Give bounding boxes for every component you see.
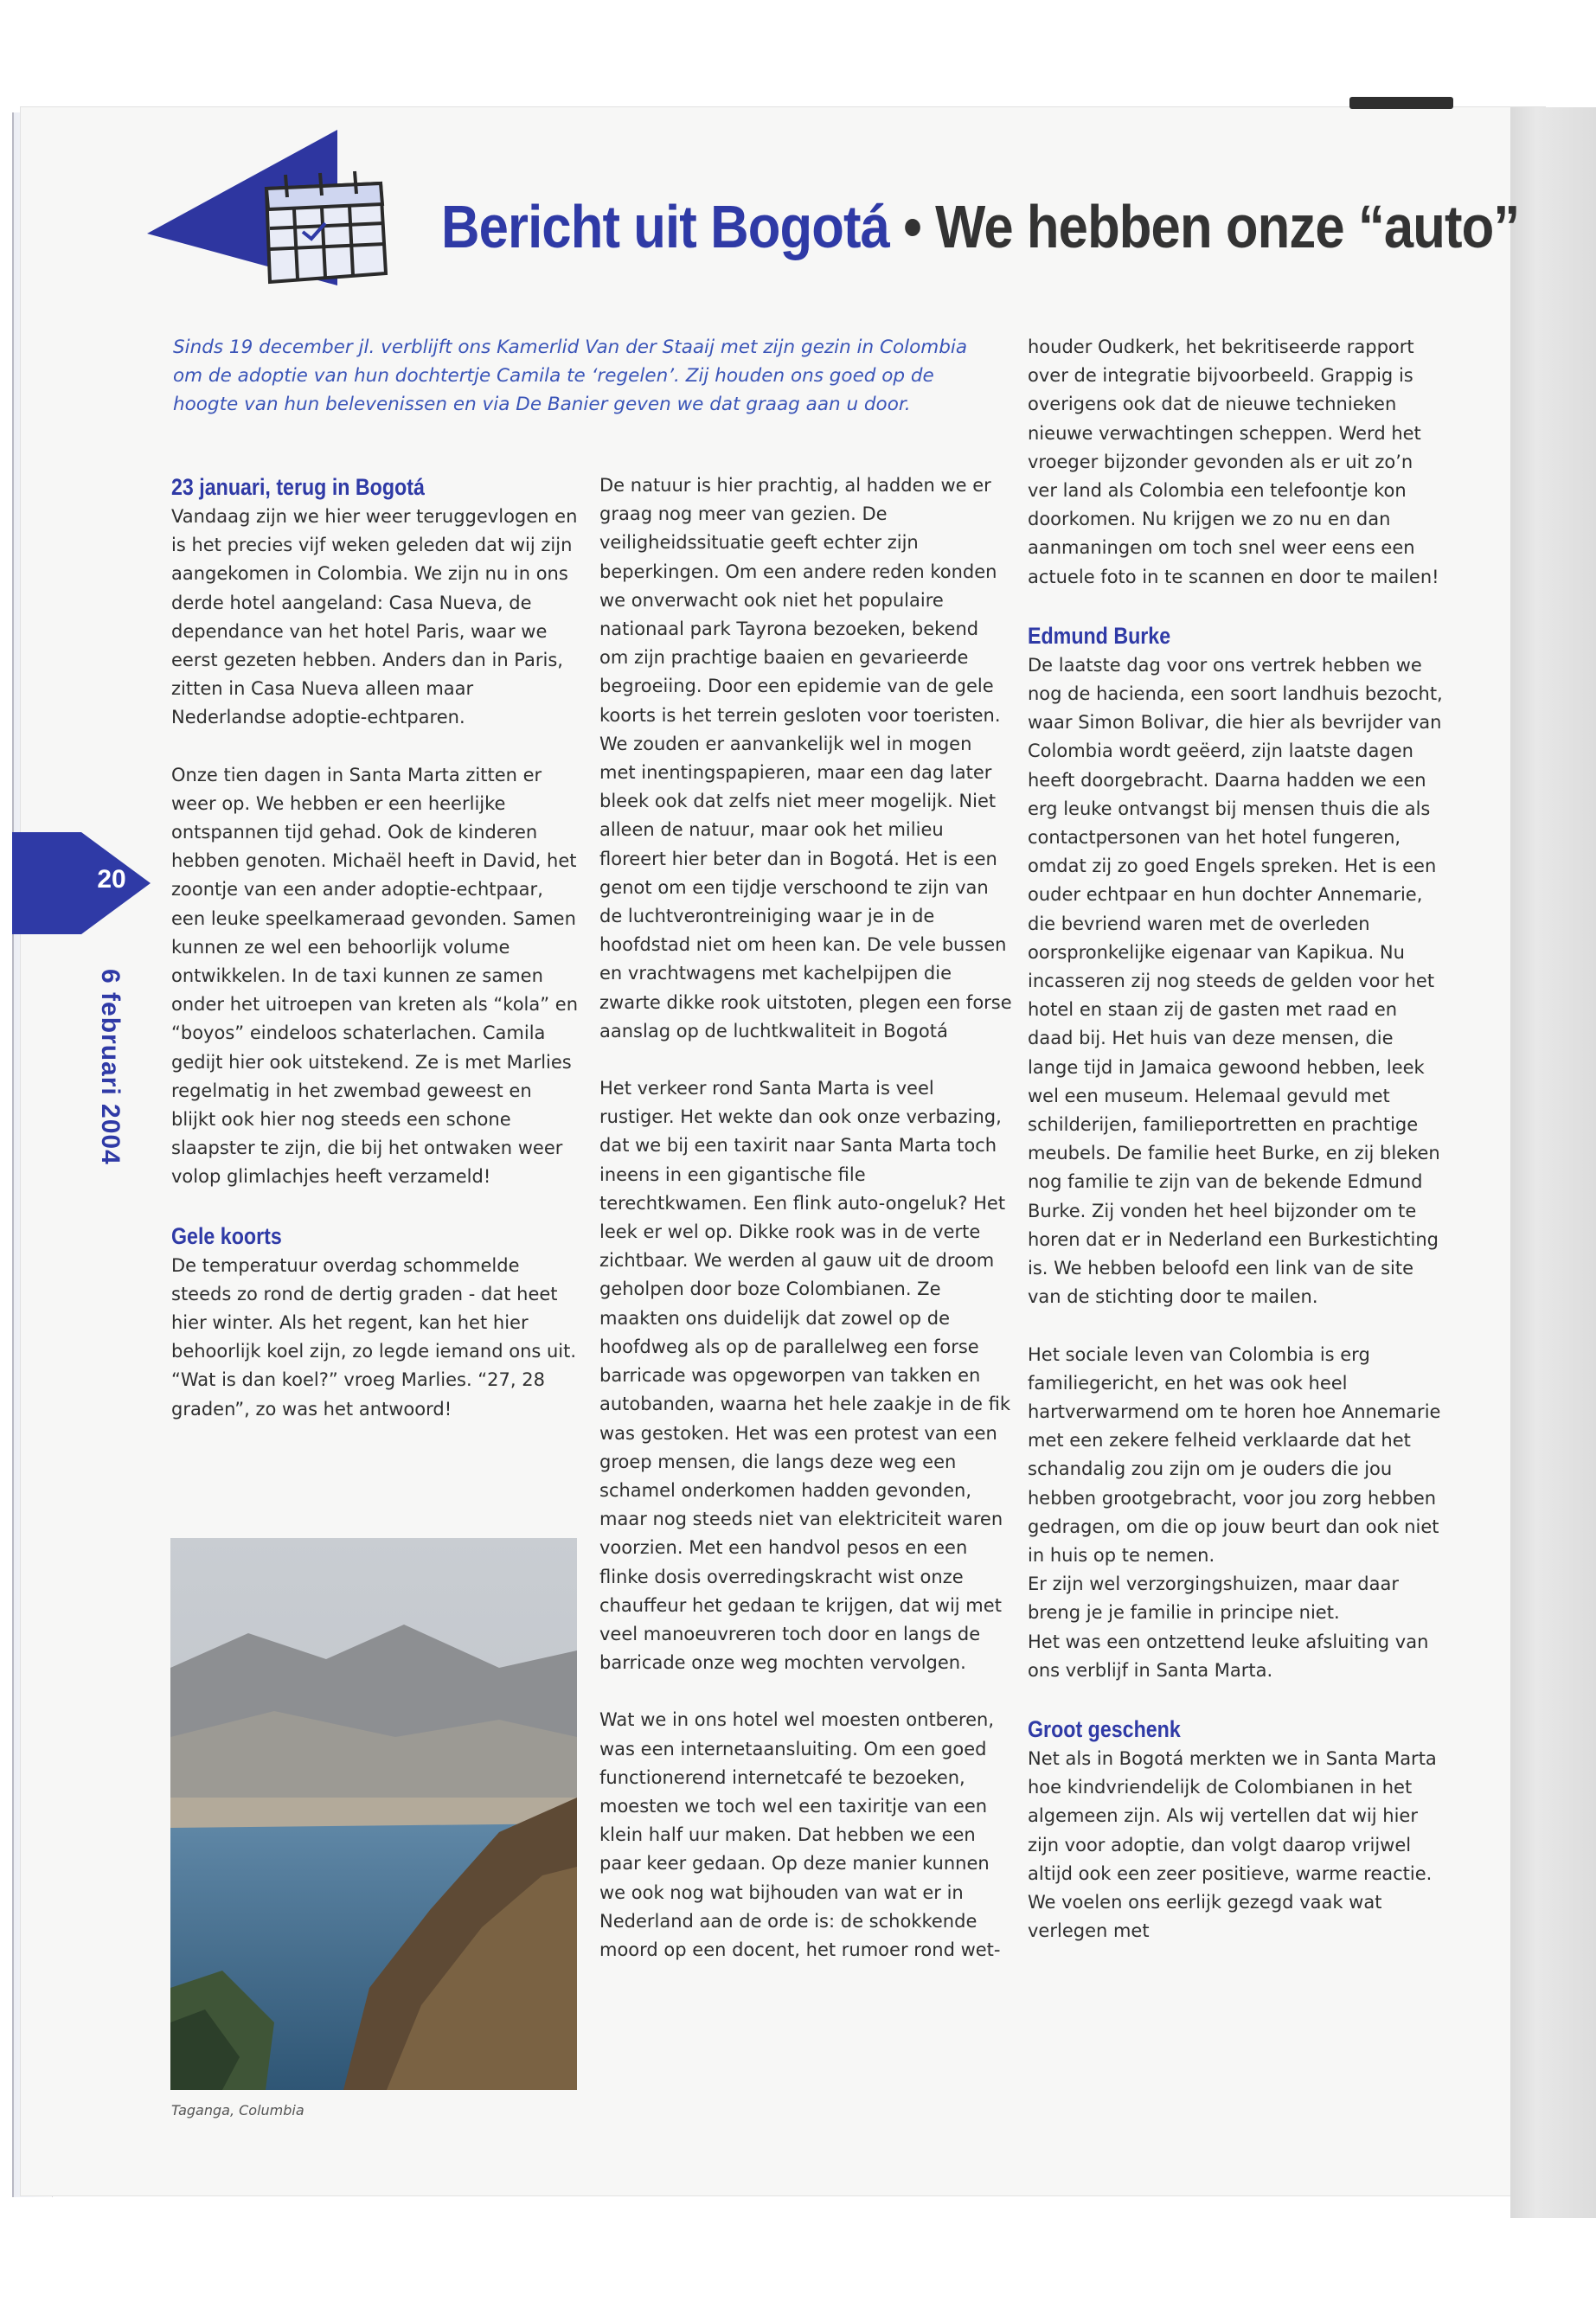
column-3 (1028, 333, 1443, 1974)
heading-groot-geschenk: Groot geschenk (1028, 1715, 1181, 1742)
calendar-icon (251, 163, 398, 292)
column3-paragraph-4: Er zijn wel verzorgingshuizen, maar daar breng je je familie in principe niet. (1028, 1574, 1399, 1624)
column3-paragraph-3: Het sociale leven van Colombia is erg familiegericht, en het was ook heel hartverwarmend om te horen hoe Annemarie met een zekere felheid verklaarde dat het schandalig zou zijn om je ouders die jou hebben grootgebracht, voor jou zorg hebben gedragen, om die op jouw beurt dan ook niet in huis op te nemen. (1028, 1343, 1441, 1566)
column3-paragraph-6: Net als in Bogotá merkten we in Santa Marta hoe kindvriendelijk de Colombianen in het algemeen zijn. Als wij vertellen dat wij hier zijn voor adoptie, dan volgt daarop vrijwel altijd ook een zeer positieve, warme reactie. We voelen ons eerlijk gezegd vaak wat verlegen met (1028, 1747, 1437, 1942)
article-title (441, 192, 1519, 261)
next-page-edge (1510, 107, 1596, 2218)
issue-date: 6 februari 2004 (96, 969, 125, 1165)
binding-clip (1349, 97, 1453, 109)
column-2 (599, 471, 1013, 1993)
column2-paragraph-3: Wat we in ons hotel wel moesten ontberen, was een internetaansluiting. Om een goed functionerend internetcafé te bezoeken, moesten we toch wel een taxiritje van een klein half uur maken. Dat hebben we een paar keer gedaan. Op deze manier kunnen we ook nog wat bijhouden van wat er in Nederland aan de orde is: de schokkende moord op een docent, het rumoer rond wet- (599, 1709, 1001, 1960)
heading-gele-koorts: Gele koorts (171, 1222, 282, 1249)
column3-paragraph-2: De laatste dag voor ons vertrek hebben we nog de hacienda, een soort landhuis bezocht, waar Simon Bolivar, die hier als bevrijder van Colombia wordt geëerd, zijn laatste dagen heeft doorgebracht. Daarna hadden we een erg leuke ontvangst bij mensen thuis die als contactpersonen van het hotel fungeren, omdat zij zo goed Engels spreken. Het is een ouder echtpaar en hun dochter Annemarie, die bevriend waren met de overleden oorspronkelijke eigenaar van Kapikua. Nu incasseren zij nog steeds de gelden voor het hotel en staan zij de gasten met raad en daad bij. Het huis van deze mensen, die lange tijd in Jamaica gewoond hebben, leek wel een museum. Helemaal gevuld met schilderijen, familieportretten en prachtige meubels. De familie heet Burke, en zij bleken nog familie te zijn van de bekende Edmund Burke. Zij vonden het heel bijzonder om te horen dat er in Nederland een Burkestichting is. We hebben beloofd een link van de site van de stichting door te mailen. (1028, 654, 1443, 1308)
column2-paragraph-2: Het verkeer rond Santa Marta is veel rustiger. Het wekte dan ook onze verbazing, dat we bij een taxirit naar Santa Marta toch ineens in een gigantische file terechtkwamen. Een flink auto-ongeluk? Het leek er wel op. Dikke rook was in de verte zichtbaar. We werden al gauw uit de droom geholpen door boze Colombianen. Ze maakten ons duidelijk dat zowel op de hoofdweg als op de parallelweg een forse barricade was opgeworpen van takken en autobanden, waarna het hele zaakje in de fik was gestoken. Het was een protest van een groep mensen, die langs deze weg een schamel onderkomen hadden gevonden, maar nog steeds niet van elektriciteit waren voorzien. Met een handvol pesos en een flinke dosis overredingskracht wist onze chauffeur het gedaan te krijgen, dat wij met veel manoeuvreren toch door en langs de barricade onze weg mochten vervolgen. (599, 1078, 1010, 1674)
column1-paragraph-2: Onze tien dagen in Santa Marta zitten er weer op. We hebben er een heerlijke ontspannen tijd gehad. Ook de kinderen hebben genoten. Michaël heeft in David, het zoontje van een ander adoptie-echtpaar, een leuke speelkameraad gevonden. Samen kunnen ze wel een behoorlijk volume ontwikkelen. In de taxi kunnen ze samen onder het uitroepen van kreten als “kola” en “boyos” eindeloos schaterlachen. Camila gedijt hier ook uitstekend. Ze is met Marlies regelmatig in het zwembad geweest en blijkt ook hier nog steeds een schone slaapster te zijn, die bij het ontwaken weer volop glimlachjes heeft verzameld! (171, 764, 579, 1188)
column1-paragraph-3: De temperatuur overdag schommelde steeds zo rond de dertig graden - dat heet hier winter. Als het regent, kan het hier behoorlijk koel zijn, zo legde iemand ons uit. “Wat is dan koel?” vroeg Marlies. “27, 28 graden”, zo was het antwoord! (171, 1254, 577, 1420)
column-1 (171, 471, 580, 1452)
intro-paragraph: Sinds 19 december jl. verblijft ons Kamerlid Van der Staaij met zijn gezin in Colombia om de adoptie van hun dochtertje Camila te ‘regelen’. Zij houden ons goed op de hoogte van hun belevenissen en via De Banier geven we dat graag aan u door. (173, 336, 968, 415)
column2-paragraph-1: De natuur is hier prachtig, al hadden we er graag nog meer van gezien. De veiligheidssituatie geeft echter zijn beperkingen. Om een andere reden konden we onverwacht ook niet het populaire nationaal park Tayrona bezoeken, bekend om zijn prachtige baaien en gevarieerde begroeiing. Door een epidemie van de gele koorts is het terrein gesloten voor toeristen. We zouden er aanvankelijk wel in mogen met inentingspapieren, maar een dag later bleek ook dat zelfs niet meer mogelijk. Niet alleen de natuur, maar ook het milieu floreert hier beter dan in Bogotá. Het is een genot om een tijdje verschoond te zijn van de luchtverontreiniging waar je in de hoofdstad niet om heen kan. De vele bussen en vrachtwagens met kachelpijpen die zwarte dikke rook uitstoten, plegen een forse aanslag op de luchtkwaliteit in Bogotá (599, 475, 1012, 1042)
title-part-1: Bericht uit Bogotá (441, 193, 890, 260)
photo-caption: Taganga, Columbia (171, 2102, 304, 2118)
page-number: 20 (97, 865, 126, 894)
column3-paragraph-1: houder Oudkerk, het bekritiseerde rapport over de integratie bijvoorbeeld. Grappig is overigens ook dat de nieuwe technieken nieuwe verwachtingen scheppen. Werd het vroeger bijzonder gevonden als er uit zo’n ver land als Colombia een telefoontje kon doorkomen. Nu krijgen we zo nu en dan aanmaningen om toch snel weer eens een actuele foto in te scannen en door te mailen! (1028, 336, 1439, 587)
title-part-2: We hebben onze “auto” (935, 193, 1520, 260)
heading-23-januari: 23 januari, terug in Bogotá (171, 474, 425, 500)
column3-paragraph-5: Het was een ontzettend leuke afsluiting van ons verblijf in Santa Marta. (1028, 1631, 1429, 1681)
photo-taganga (170, 1538, 577, 2090)
column1-paragraph-1: Vandaag zijn we hier weer teruggevlogen en is het precies vijf weken geleden dat wij zijn aangekomen in Colombia. We zijn nu in ons derde hotel aangeland: Casa Nueva, de dependance van het hotel Paris, waar we eerst gezeten hebben. Anders dan in Paris, zitten in Casa Nueva alleen maar Nederlandse adoptie-echtparen. (171, 506, 578, 728)
heading-edmund-burke: Edmund Burke (1028, 622, 1171, 649)
title-separator: • (889, 193, 936, 260)
